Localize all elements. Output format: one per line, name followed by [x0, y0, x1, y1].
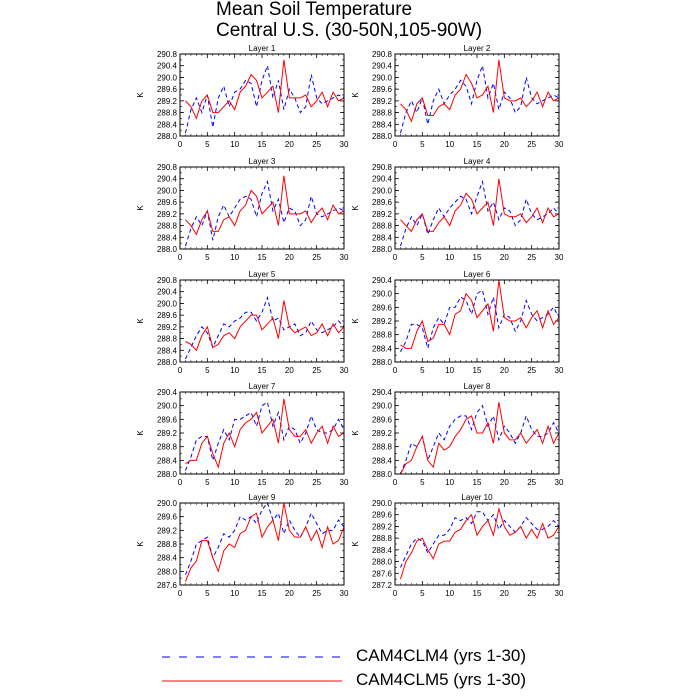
x-tick-label: 10	[230, 140, 240, 149]
x-tick-label: 0	[392, 366, 398, 375]
title-line-2: Central U.S. (30-50N,105-90W)	[216, 20, 483, 41]
x-tick-label: 15	[472, 140, 482, 149]
y-tick-label: 290.0	[371, 499, 392, 508]
x-tick-label: 15	[472, 589, 482, 598]
y-tick-label: 289.2	[371, 317, 392, 326]
x-tick-label: 15	[257, 478, 267, 487]
panel-frame	[180, 280, 344, 362]
panel-title: Layer 5	[248, 270, 276, 279]
x-tick-label: 10	[230, 589, 240, 598]
y-tick-label: 290.0	[371, 186, 392, 196]
panel-layer-5	[136, 270, 349, 375]
y-axis-label: K	[136, 92, 145, 98]
y-tick-label: 288.8	[156, 108, 177, 118]
y-tick-label: 288.8	[371, 442, 392, 452]
series-line-cam4clm4	[185, 66, 344, 133]
x-tick-label: 15	[257, 366, 267, 375]
y-tick-label: 288.0	[156, 358, 177, 367]
x-tick-label: 30	[339, 478, 349, 487]
x-tick-label: 0	[392, 140, 398, 149]
x-tick-label: 0	[177, 589, 183, 598]
y-tick-label: 290.0	[371, 401, 392, 411]
y-tick-label: 288.4	[156, 233, 177, 243]
y-tick-label: 289.6	[156, 512, 177, 522]
y-tick-label: 287.6	[156, 581, 177, 590]
y-tick-label: 289.2	[371, 429, 392, 438]
x-tick-label: 20	[284, 589, 294, 598]
x-tick-label: 15	[257, 253, 267, 262]
y-tick-label: 288.4	[156, 553, 177, 563]
y-tick-label: 290.8	[371, 50, 392, 59]
y-tick-label: 289.6	[371, 198, 392, 208]
y-tick-label: 289.2	[156, 429, 177, 438]
y-axis-label: K	[136, 205, 145, 211]
series-line-cam4clm5	[185, 399, 344, 467]
y-tick-label: 288.0	[371, 358, 392, 367]
y-tick-label: 289.6	[371, 303, 392, 313]
y-tick-label: 289.2	[371, 96, 392, 106]
panel-frame	[395, 167, 559, 249]
x-tick-label: 30	[339, 253, 349, 262]
y-tick-label: 289.6	[156, 415, 177, 425]
series-line-cam4clm5	[185, 301, 344, 351]
y-tick-label: 288.0	[156, 567, 177, 577]
x-tick-label: 20	[499, 366, 509, 375]
y-tick-label: 290.0	[156, 499, 177, 508]
series-line-cam4clm5	[400, 280, 559, 348]
legend-item-cam4clm4	[0, 636, 700, 666]
x-tick-label: 10	[445, 253, 455, 262]
y-tick-label: 290.4	[156, 174, 177, 184]
x-tick-label: 0	[392, 589, 398, 598]
x-tick-label: 30	[339, 366, 349, 375]
y-tick-label: 289.2	[156, 96, 177, 106]
y-tick-label: 288.4	[371, 545, 392, 555]
x-tick-label: 10	[445, 478, 455, 487]
legend-solid-line	[0, 666, 345, 696]
y-tick-label: 289.2	[156, 322, 177, 332]
x-tick-label: 0	[177, 140, 183, 149]
x-tick-label: 25	[312, 253, 322, 262]
y-tick-label: 289.2	[156, 526, 177, 536]
x-tick-label: 25	[312, 589, 322, 598]
y-tick-label: 290.4	[156, 61, 177, 71]
series-line-cam4clm5	[400, 402, 559, 474]
x-tick-label: 25	[527, 478, 537, 487]
series-line-cam4clm4	[400, 182, 559, 246]
x-tick-label: 15	[257, 589, 267, 598]
panel-layer-3	[136, 157, 349, 262]
x-tick-label: 0	[392, 478, 398, 487]
x-tick-label: 0	[177, 478, 183, 487]
y-tick-label: 288.0	[156, 245, 177, 254]
x-tick-label: 0	[392, 253, 398, 262]
panel-title: Layer 9	[248, 493, 276, 502]
y-tick-label: 288.4	[371, 344, 392, 354]
legend-dashed-line	[0, 636, 345, 666]
series-line-cam4clm5	[185, 503, 344, 582]
x-tick-label: 10	[230, 478, 240, 487]
y-tick-label: 289.6	[156, 311, 177, 321]
x-tick-label: 25	[527, 366, 537, 375]
y-tick-label: 288.0	[371, 470, 392, 479]
y-tick-label: 289.2	[371, 209, 392, 219]
y-tick-label: 288.8	[371, 108, 392, 118]
x-tick-label: 5	[205, 140, 210, 149]
series-line-cam4clm4	[185, 298, 344, 360]
panel-frame	[395, 54, 559, 136]
y-tick-label: 290.8	[371, 163, 392, 172]
y-tick-label: 287.6	[371, 569, 392, 579]
x-tick-label: 10	[445, 140, 455, 149]
y-tick-label: 290.8	[156, 163, 177, 172]
x-tick-label: 10	[230, 253, 240, 262]
x-tick-label: 15	[257, 140, 267, 149]
y-tick-label: 289.6	[156, 85, 177, 95]
y-tick-label: 288.8	[371, 330, 392, 340]
panel-title: Layer 2	[463, 44, 491, 53]
x-tick-label: 20	[284, 366, 294, 375]
y-tick-label: 289.6	[156, 198, 177, 208]
y-axis-label: K	[136, 318, 145, 324]
panel-frame	[180, 167, 344, 249]
x-tick-label: 30	[339, 140, 349, 149]
y-tick-label: 290.0	[371, 289, 392, 299]
x-tick-label: 20	[499, 589, 509, 598]
x-tick-label: 5	[420, 140, 425, 149]
y-tick-label: 288.0	[371, 245, 392, 254]
y-tick-label: 289.2	[156, 209, 177, 219]
y-axis-label: K	[136, 541, 145, 547]
panel-layer-1	[136, 44, 349, 149]
panel-layer-7	[136, 382, 349, 487]
series-line-cam4clm5	[400, 179, 559, 232]
panel-layer-10	[351, 493, 564, 598]
y-tick-label: 288.4	[371, 120, 392, 130]
panel-title: Layer 1	[248, 44, 276, 53]
y-tick-label: 290.4	[371, 61, 392, 71]
panel-layer-6	[351, 270, 564, 375]
y-tick-label: 288.4	[156, 346, 177, 356]
y-tick-label: 288.0	[371, 132, 392, 141]
y-axis-label: K	[351, 92, 360, 98]
y-tick-label: 290.4	[371, 388, 392, 397]
y-axis-label: K	[351, 541, 360, 547]
y-tick-label: 290.4	[156, 287, 177, 297]
panel-title: Layer 6	[463, 270, 491, 279]
x-tick-label: 30	[554, 253, 564, 262]
x-tick-label: 25	[527, 589, 537, 598]
y-tick-label: 289.6	[371, 415, 392, 425]
y-axis-label: K	[136, 430, 145, 436]
series-line-cam4clm4	[400, 66, 559, 133]
title-line-1: Mean Soil Temperature	[216, 0, 413, 20]
x-tick-label: 15	[472, 366, 482, 375]
x-tick-label: 5	[205, 589, 210, 598]
x-tick-label: 30	[554, 589, 564, 598]
y-tick-label: 287.2	[371, 581, 392, 590]
y-tick-label: 288.4	[156, 456, 177, 466]
panel-layer-2	[351, 44, 564, 149]
y-axis-label: K	[351, 205, 360, 211]
x-tick-label: 30	[554, 366, 564, 375]
x-tick-label: 5	[420, 589, 425, 598]
panel-title: Layer 7	[248, 382, 276, 391]
series-line-cam4clm4	[185, 182, 344, 246]
y-tick-label: 288.0	[156, 470, 177, 479]
series-line-cam4clm5	[185, 176, 344, 235]
legend-item-cam4clm5	[0, 666, 700, 696]
y-tick-label: 290.0	[156, 186, 177, 196]
x-tick-label: 5	[205, 366, 210, 375]
legend-label-cam4clm4: CAM4CLM4 (yrs 1-30)	[356, 646, 527, 665]
x-tick-label: 20	[499, 140, 509, 149]
y-tick-label: 288.0	[371, 557, 392, 567]
y-tick-label: 289.2	[371, 522, 392, 532]
y-tick-label: 290.4	[371, 174, 392, 184]
y-tick-label: 290.8	[156, 276, 177, 285]
chart-legend	[0, 628, 700, 700]
y-tick-label: 288.4	[371, 456, 392, 466]
x-tick-label: 25	[527, 140, 537, 149]
y-tick-label: 290.0	[156, 73, 177, 83]
panel-title: Layer 8	[463, 382, 491, 391]
x-tick-label: 15	[472, 478, 482, 487]
panel-title: Layer 4	[463, 157, 491, 166]
x-tick-label: 5	[205, 253, 210, 262]
x-tick-label: 5	[420, 478, 425, 487]
x-tick-label: 5	[420, 366, 425, 375]
y-tick-label: 289.6	[371, 510, 392, 520]
x-tick-label: 25	[312, 140, 322, 149]
panel-layer-9	[136, 493, 349, 598]
x-tick-label: 25	[527, 253, 537, 262]
y-tick-label: 288.8	[156, 540, 177, 549]
y-axis-label: K	[351, 318, 360, 324]
series-line-cam4clm5	[400, 60, 559, 122]
y-tick-label: 290.4	[371, 276, 392, 285]
series-line-cam4clm4	[185, 503, 344, 575]
x-tick-label: 20	[499, 478, 509, 487]
series-line-cam4clm5	[400, 509, 559, 579]
series-line-cam4clm4	[400, 512, 559, 568]
x-tick-label: 30	[554, 478, 564, 487]
y-axis-label: K	[351, 430, 360, 436]
legend-label-cam4clm5: CAM4CLM5 (yrs 1-30)	[356, 670, 527, 689]
panel-frame	[180, 54, 344, 136]
y-tick-label: 288.8	[371, 221, 392, 231]
x-tick-label: 20	[499, 253, 509, 262]
x-tick-label: 0	[177, 366, 183, 375]
panel-frame	[395, 280, 559, 362]
y-tick-label: 289.6	[371, 85, 392, 95]
x-tick-label: 0	[177, 253, 183, 262]
x-tick-label: 15	[472, 253, 482, 262]
panel-title: Layer 3	[248, 157, 276, 166]
x-tick-label: 10	[445, 589, 455, 598]
x-tick-label: 30	[339, 589, 349, 598]
x-tick-label: 10	[230, 366, 240, 375]
x-tick-label: 5	[205, 478, 210, 487]
panel-frame	[395, 503, 559, 585]
y-tick-label: 290.0	[156, 299, 177, 309]
panel-title: Layer 10	[461, 493, 493, 502]
series-line-cam4clm4	[185, 402, 344, 470]
series-line-cam4clm4	[400, 406, 559, 474]
y-tick-label: 290.4	[156, 388, 177, 397]
series-line-cam4clm5	[185, 60, 344, 119]
panel-layer-4	[351, 157, 564, 262]
x-tick-label: 20	[284, 478, 294, 487]
series-line-cam4clm4	[400, 290, 559, 352]
y-tick-label: 288.8	[156, 334, 177, 344]
x-tick-label: 25	[312, 478, 322, 487]
x-tick-label: 10	[445, 366, 455, 375]
y-tick-label: 288.0	[156, 132, 177, 141]
x-tick-label: 30	[554, 140, 564, 149]
y-tick-label: 288.8	[156, 442, 177, 452]
x-tick-label: 20	[284, 253, 294, 262]
x-tick-label: 5	[420, 253, 425, 262]
y-tick-label: 290.0	[156, 401, 177, 411]
y-tick-label: 290.8	[156, 50, 177, 59]
y-tick-label: 290.0	[371, 73, 392, 83]
x-tick-label: 20	[284, 140, 294, 149]
x-tick-label: 25	[312, 366, 322, 375]
y-tick-label: 288.4	[156, 120, 177, 130]
y-tick-label: 288.8	[156, 221, 177, 231]
y-tick-label: 288.8	[371, 534, 392, 544]
panel-frame	[180, 503, 344, 585]
y-tick-label: 288.4	[371, 233, 392, 243]
panel-layer-8	[351, 382, 564, 487]
